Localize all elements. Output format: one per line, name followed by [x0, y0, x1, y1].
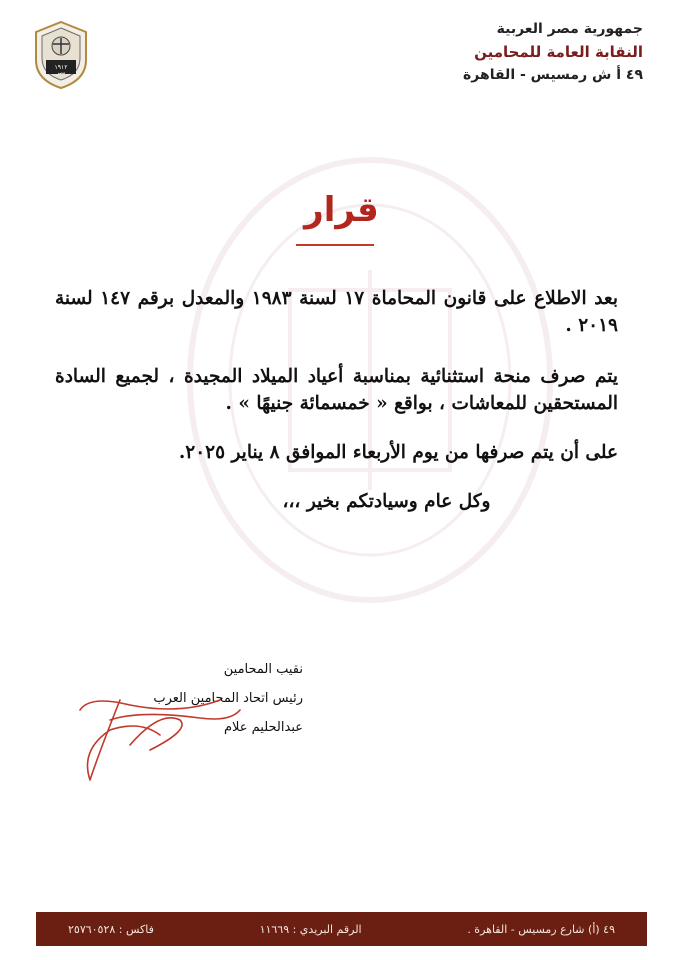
paragraph-greeting: وكل عام وسيادتكم بخير ،،،	[282, 491, 491, 512]
letterhead-organization: النقابة العامة للمحامين	[474, 43, 643, 61]
signature-role: رئيس اتحاد المحامين العرب	[153, 691, 303, 706]
footer-bar	[36, 912, 647, 946]
signature-name: عبدالحليم علام	[223, 720, 303, 735]
handwritten-signature-icon	[70, 690, 250, 790]
paragraph-date: على أن يتم صرفها من يوم الأربعاء الموافق ٨ يناير ٢٠٢٥.	[178, 442, 618, 463]
title-underline	[296, 244, 374, 246]
signature-title: نقيب المحامين	[223, 662, 303, 677]
paragraph-reference: بعد الاطلاع على قانون المحاماة ١٧ لسنة ١٩٨٣ والمعدل برقم ١٤٧ لسنة ٢٠١٩ .	[55, 288, 618, 336]
paragraph-decision: يتم صرف منحة استثنائية بمناسبة أعياد الميلاد المجيدة ، لجميع السادة المستحقين للمعاشات ، بواقع « خمسمائة جنيهًا » .	[55, 366, 618, 414]
logo-year: ١٩١٢	[54, 64, 68, 71]
letterhead-country: جمهورية مصر العربية	[496, 21, 643, 37]
document-body	[55, 285, 618, 539]
letterhead	[343, 18, 643, 86]
footer-fax: فاكس : ٢٥٧٦٠٥٢٨	[68, 922, 154, 936]
logo-place: مصر	[56, 71, 66, 76]
footer-address: ٤٩ (أ) شارع رمسيس - القاهرة .	[467, 922, 615, 936]
footer-postal-code: الرقم البريدي : ١١٦٦٩	[259, 922, 362, 936]
document-title: قرار	[304, 190, 379, 230]
bar-association-emblem-icon	[32, 20, 90, 90]
letterhead-address: ٤٩ أ ش رمسيس - القاهرة	[463, 67, 643, 83]
